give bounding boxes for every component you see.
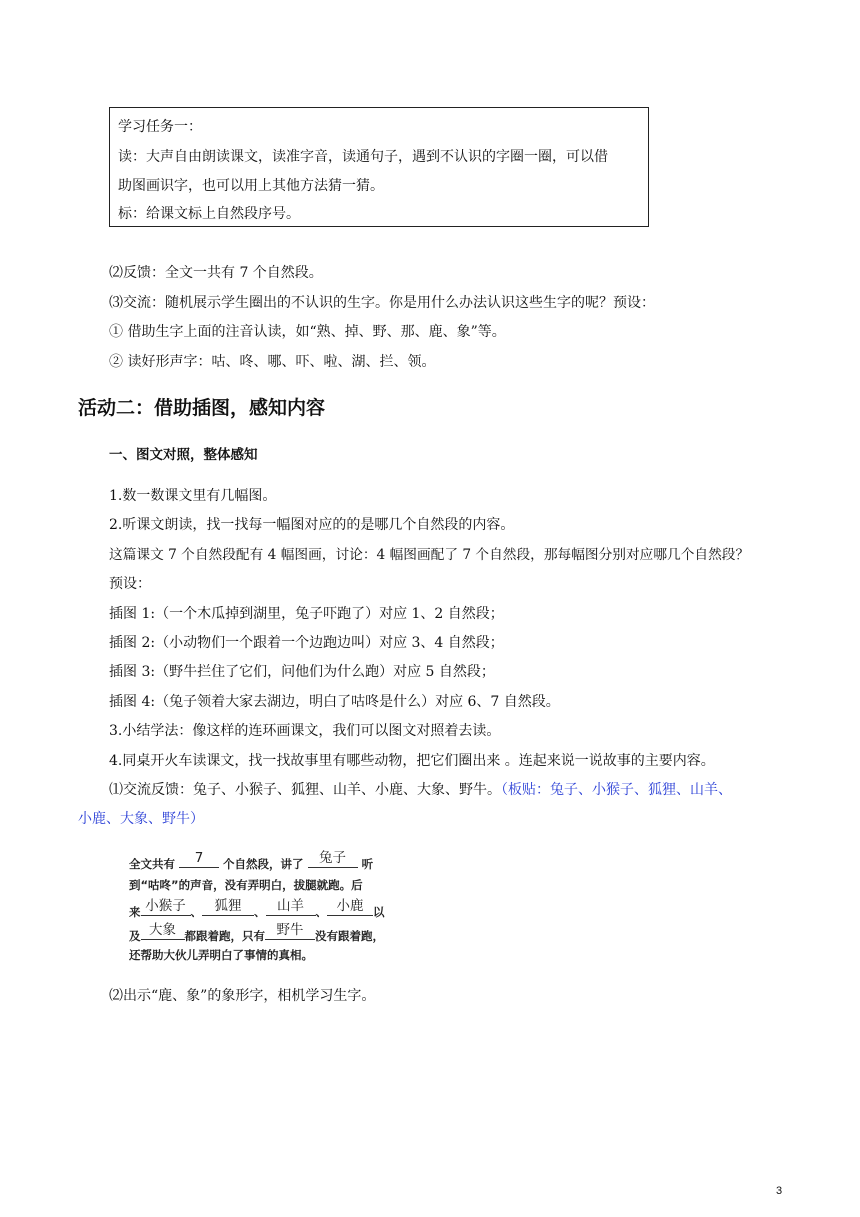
worksheet-line-2: 到“咕咚”的声音，没有弄明白，拔腿就跑。后 xyxy=(129,878,363,892)
fill-in-worksheet xyxy=(129,843,399,963)
blank-deer xyxy=(327,898,373,916)
figure-line-1: 插图 1:（一个木瓜掉到湖里，兔子吓跑了）对应 1、2 自然段； xyxy=(109,606,504,622)
item-two: 2.听课文朗读，找一找每一幅图对应的的是哪几个自然段的内容。 xyxy=(109,517,515,533)
ws-text: 没有跟着跑， xyxy=(315,929,384,943)
method-two: ② 读好形声字：咕、咚、哪、吓、啦、湖、拦、领。 xyxy=(109,354,436,370)
blank-monkey xyxy=(141,898,191,916)
answer-goat: 山羊 xyxy=(277,898,304,914)
item-three: 3.小结学法：像这样的连环画课文，我们可以图文对照着去读。 xyxy=(109,723,501,739)
board-note-part1: （板贴：兔子、小猴子、狐狸、山羊、 xyxy=(501,782,732,798)
worksheet-line-4 xyxy=(129,922,384,944)
blank-rabbit xyxy=(308,850,358,868)
ws-text: 个自然段，讲了 xyxy=(223,857,304,871)
blank-elephant xyxy=(141,922,185,940)
ws-sep: 、 xyxy=(254,905,266,919)
learning-task-box xyxy=(109,107,649,227)
exchange-line: ⑶交流：随机展示学生圈出的不认识的生字。你是用什么办法认识这些生字的呢？预设： xyxy=(109,295,655,311)
task-read-line2: 助图画识字，也可以用上其他方法猜一猜。 xyxy=(118,178,384,194)
blank-bull xyxy=(265,922,315,940)
show-pictograph-line: ⑵出示“鹿、象”的象形字，相机学习生字。 xyxy=(109,988,376,1004)
figure-line-3: 插图 3:（野牛拦住了它们，问他们为什么跑）对应 5 自然段； xyxy=(109,664,495,680)
ws-text: 以 xyxy=(373,905,385,919)
item-one: 1.数一数课文里有几幅图。 xyxy=(109,488,277,504)
ws-text: 全文共有 xyxy=(129,857,175,871)
task-mark-line: 标：给课文标上自然段序号。 xyxy=(118,206,300,222)
answer-count: 7 xyxy=(194,850,204,866)
answer-text: ⑴交流反馈：兔子、小猴子、狐狸、山羊、小鹿、大象、野牛。 xyxy=(109,782,501,798)
answer-monkey: 小猴子 xyxy=(145,898,186,914)
blank-fox xyxy=(202,898,254,916)
ws-sep: 、 xyxy=(315,905,327,919)
answer-elephant: 大象 xyxy=(149,922,176,938)
page-number: 3 xyxy=(776,1185,783,1197)
activity-two-heading: 活动二：借助插图，感知内容 xyxy=(78,397,326,419)
worksheet-line-5: 还帮助大伙儿弄明白了事情的真相。 xyxy=(129,948,313,962)
method-one: ① 借助生字上面的注音认读，如“熟、掉、野、那、鹿、象”等。 xyxy=(109,324,506,340)
answer-fox: 狐狸 xyxy=(214,898,242,914)
answer-deer: 小鹿 xyxy=(336,898,364,914)
ws-text: 及 xyxy=(129,929,141,943)
feedback-line: ⑵反馈：全文一共有 7 个自然段。 xyxy=(109,265,323,281)
answer-bull: 野牛 xyxy=(276,922,304,938)
answer-line-1 xyxy=(109,779,732,799)
item-two-note: 这篇课文 7 个自然段配有 4 幅图画，讨论：4 幅图画配了 7 个自然段，那每幅图分别对应哪几个自然段？ xyxy=(109,547,750,563)
blank-count xyxy=(179,850,219,868)
worksheet-line-1 xyxy=(129,850,374,872)
preset-label: 预设： xyxy=(109,576,151,592)
board-note-part2: 小鹿、大象、野牛） xyxy=(78,811,204,827)
blank-goat xyxy=(266,898,316,916)
ws-text: 来 xyxy=(129,905,141,919)
task-title: 学习任务一： xyxy=(118,119,202,135)
task-read-line1: 读：大声自由朗读课文，读准字音，读通句子，遇到不认识的字圈一圈，可以借 xyxy=(118,149,608,165)
section-one-heading: 一、图文对照，整体感知 xyxy=(109,447,258,463)
item-four: 4.同桌开火车读课文，找一找故事里有哪些动物，把它们圈出来 。连起来说一说故事的主要内容。 xyxy=(109,753,715,769)
ws-sep: 、 xyxy=(190,905,202,919)
figure-line-4: 插图 4:（兔子领着大家去湖边，明白了咕咚是什么）对应 6、7 自然段。 xyxy=(109,694,560,710)
ws-text: 听 xyxy=(361,857,374,871)
figure-line-2: 插图 2:（小动物们一个跟着一个边跑边叫）对应 3、4 自然段； xyxy=(109,635,504,651)
ws-text: 都跟着跑，只有 xyxy=(184,929,265,943)
answer-rabbit: 兔子 xyxy=(319,850,347,866)
